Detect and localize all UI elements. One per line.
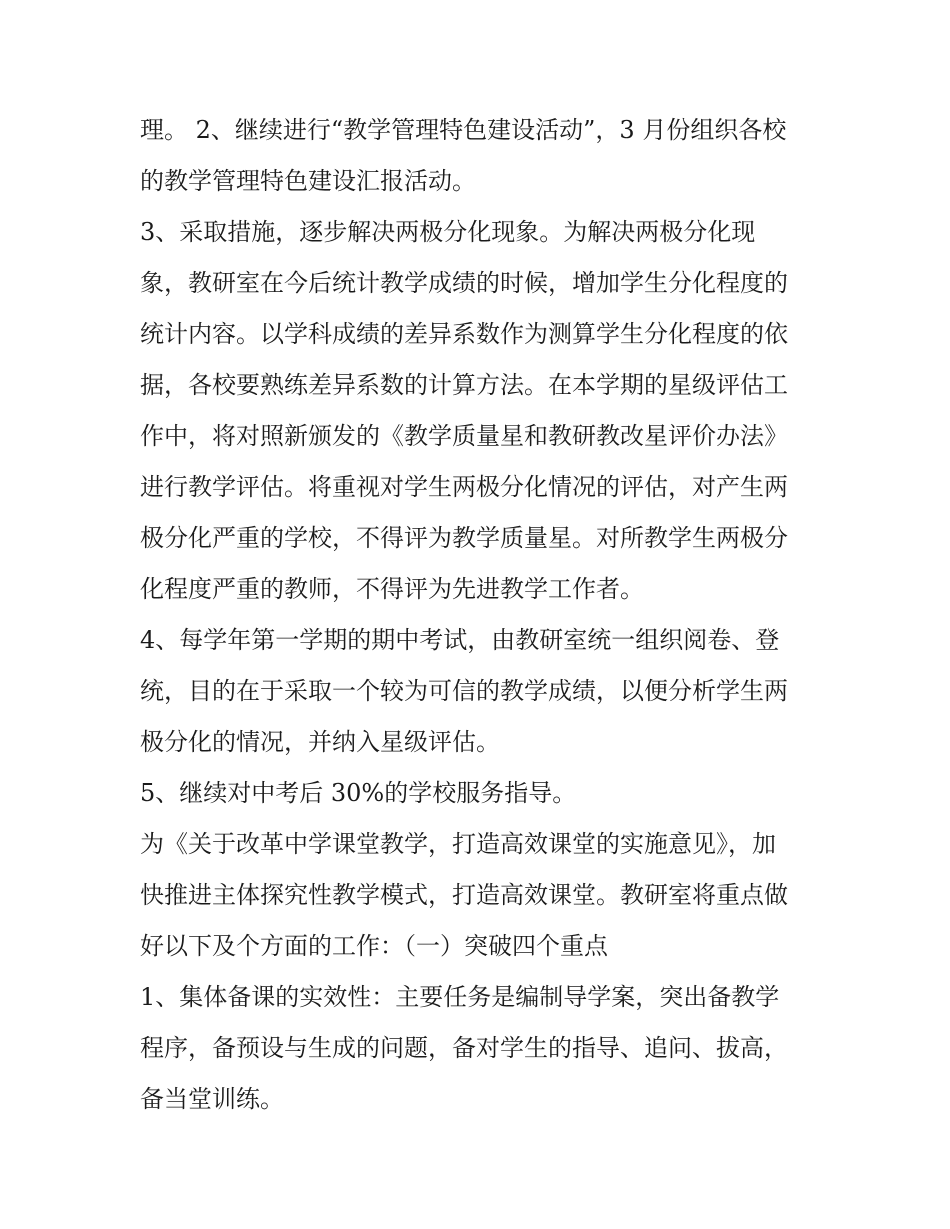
text-line: 好以下及个方面的工作：（一）突破四个重点 (140, 932, 608, 960)
text-line: 的教学管理特色建设汇报活动。 (140, 167, 476, 195)
text-line: 极分化的情况，并纳入星级评估。 (140, 728, 500, 756)
text-line: 为《关于改革中学课堂教学，打造高效课堂的实施意见》，加 (140, 830, 776, 858)
document-body (140, 105, 820, 1125)
text-line: 化程度严重的教师，不得评为先进教学工作者。 (140, 575, 644, 603)
text-line: 程序，备预设与生成的问题，备对学生的指导、追问、拔高， (140, 1034, 788, 1062)
text-line: 3、采取措施，逐步解决两极分化现象。为解决两极分化现 (140, 218, 756, 246)
text-line: 备当堂训练。 (140, 1085, 284, 1113)
text-line: 理。 2、继续进行“教学管理特色建设活动”，3 月份组织各校 (140, 116, 787, 144)
text-line: 快推进主体探究性教学模式，打造高效课堂。教研室将重点做 (140, 881, 788, 909)
text-line: 进行教学评估。将重视对学生两极分化情况的评估，对产生两 (140, 473, 788, 501)
text-line: 据，各校要熟练差异系数的计算方法。在本学期的星级评估工 (140, 371, 788, 399)
text-line: 极分化严重的学校，不得评为教学质量星。对所教学生两极分 (140, 524, 788, 552)
text-line: 统，目的在于采取一个较为可信的教学成绩，以便分析学生两 (140, 677, 788, 705)
text-line: 5、继续对中考后 30%的学校服务指导。 (140, 779, 577, 807)
text-line: 统计内容。以学科成绩的差异系数作为测算学生分化程度的依 (140, 320, 788, 348)
text-line: 作中，将对照新颁发的《教学质量星和教研教改星评价办法》 (140, 422, 788, 450)
text-line: 4、每学年第一学期的期中考试，由教研室统一组织阅卷、登 (140, 626, 780, 654)
text-line: 1、集体备课的实效性：主要任务是编制导学案，突出备教学 (140, 983, 780, 1011)
text-line: 象，教研室在今后统计教学成绩的时候，增加学生分化程度的 (140, 269, 788, 297)
